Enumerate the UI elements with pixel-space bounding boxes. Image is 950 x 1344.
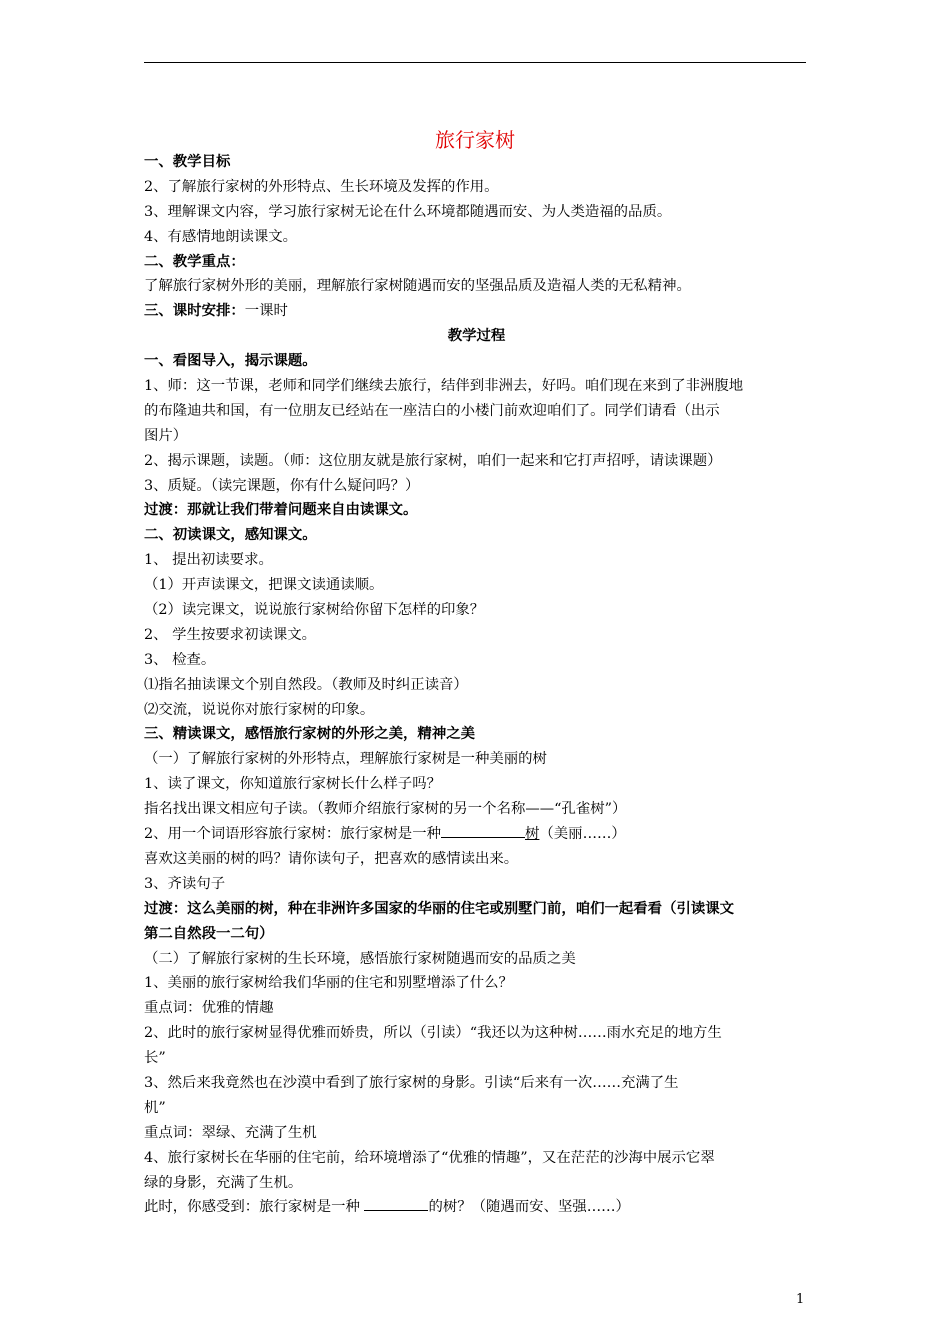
section-heading-key-points: 二、教学重点： — [144, 252, 245, 270]
part3-item2-tree: 树 — [524, 826, 540, 843]
part3-subsection2: （二）了解旅行家树的生长环境，感悟旅行家树随遇而安的品质之美 — [144, 950, 576, 967]
part3-item2-note: 喜欢这美丽的树的吗？请你读句子，把喜欢的感情读出来。 — [144, 850, 519, 867]
part1-item1-line2: 的布隆迪共和国，有一位朋友已经站在一座洁白的小楼门前欢迎咱们了。同学们请看（出示 — [144, 402, 720, 419]
schedule-value: 一课时 — [244, 303, 288, 320]
section-heading-goals: 一、教学目标 — [144, 153, 231, 170]
part3-heading: 三、精读课文，感悟旅行家树的外形之美，精神之美 — [144, 725, 475, 743]
part2-item1: 1、 提出初读要求。 — [144, 552, 273, 569]
part2-item2: 2、 学生按要求初读课文。 — [144, 626, 317, 643]
part3-b-item3-line1: 3、然后来我竟然也在沙漠中看到了旅行家树的身影。引读“后来有一次……充满了生 — [144, 1074, 679, 1091]
part3-b-item3-line2: 机” — [144, 1099, 166, 1116]
section-heading-schedule: 三、课时安排： — [144, 302, 245, 320]
part3-item2-hint: （美丽……） — [539, 826, 626, 843]
part1-item1-line1: 1、师：这一节课，老师和同学们继续去旅行，结伴到非洲去，好吗。咱们现在来到了非洲腹地 — [144, 378, 744, 395]
fill-in-blank — [441, 823, 525, 838]
part3-b-item1: 1、美丽的旅行家树给我们华丽的住宅和别墅增添了什么？ — [144, 975, 513, 992]
transition-2-line2: 第二自然段一二句） — [144, 924, 274, 942]
part3-item3: 3、齐读句子 — [144, 875, 226, 892]
part2-item1-sub2: （2）读完课文，说说旅行家树给你留下怎样的印象？ — [144, 602, 485, 619]
part3-b-item2-line1: 2、此时的旅行家树显得优雅而娇贵，所以（引读）“我还以为这种树……雨水充足的地方生 — [144, 1025, 722, 1042]
schedule-line — [144, 299, 809, 324]
part3-b-item3-keyword: 重点词：翠绿、充满了生机 — [144, 1124, 317, 1141]
part3-b-item1-keyword: 重点词：优雅的情趣 — [144, 1000, 274, 1017]
part1-heading: 一、看图导入，揭示课题。 — [144, 352, 317, 370]
part3-b-item4-line1: 4、旅行家树长在华丽的住宅前，给环境增添了“优雅的情趣”，又在茫茫的沙海中展示它翠 — [144, 1149, 715, 1166]
part3-b-item5-hint: 的树？（随遇而安、坚强……） — [428, 1199, 630, 1216]
part3-subsection1: （一）了解旅行家树的外形特点，理解旅行家树是一种美丽的树 — [144, 751, 547, 768]
part1-item3: 3、质疑。（读完课题，你有什么疑问吗？） — [144, 477, 420, 494]
process-heading: 教学过程 — [447, 327, 506, 345]
fill-in-blank — [364, 1196, 428, 1211]
part3-item1: 1、读了课文，你知道旅行家树长什么样子吗？ — [144, 776, 441, 793]
part3-item2 — [144, 822, 809, 847]
part2-heading: 二、初读课文，感知课文。 — [144, 526, 317, 544]
part3-b-item5-text: 此时，你感受到：旅行家树是一种 — [144, 1199, 365, 1216]
part1-item2: 2、揭示课题，读题。（师：这位朋友就是旅行家树，咱们一起来和它打声招呼，请读课题） — [144, 452, 722, 469]
transition-2-line1: 过渡：这么美丽的树，种在非洲许多国家的华丽的住宅或别墅门前，咱们一起看看（引读课文 — [144, 899, 735, 917]
document-body — [144, 150, 809, 1220]
part3-b-item5 — [144, 1195, 809, 1220]
key-point-text: 了解旅行家树外形的美丽，理解旅行家树随遇而安的坚强品质及造福人类的无私精神。 — [144, 278, 691, 295]
goal-3: 3、理解课文内容，学习旅行家树无论在什么环境都随遇而安、为人类造福的品质。 — [144, 203, 672, 220]
header-rule — [144, 62, 806, 63]
page-number: 1 — [796, 1292, 805, 1307]
part3-item2-text: 2、用一个词语形容旅行家树：旅行家树是一种 — [144, 826, 441, 843]
part2-item3-sub2: ⑵交流，说说你对旅行家树的印象。 — [144, 701, 375, 718]
goal-4: 4、有感情地朗读课文。 — [144, 228, 298, 245]
part1-item1-line3: 图片） — [144, 427, 188, 444]
part3-b-item4-line2: 绿的身影，充满了生机。 — [144, 1174, 303, 1191]
part3-item1-note: 指名找出课文相应句子读。（教师介绍旅行家树的另一个名称——“孔雀树”） — [144, 801, 627, 818]
transition-1: 过渡：那就让我们带着问题来自由读课文。 — [144, 501, 418, 519]
goal-2: 2、了解旅行家树的外形特点、生长环境及发挥的作用。 — [144, 178, 499, 195]
part3-b-item2-line2: 长” — [144, 1050, 166, 1067]
part2-item1-sub1: （1）开声读课文，把课文读通读顺。 — [144, 577, 384, 594]
part2-item3: 3、 检查。 — [144, 651, 216, 668]
document-title: 旅行家树 — [435, 128, 515, 152]
part2-item3-sub1: ⑴指名抽读课文个别自然段。（教师及时纠正读音） — [144, 676, 468, 693]
